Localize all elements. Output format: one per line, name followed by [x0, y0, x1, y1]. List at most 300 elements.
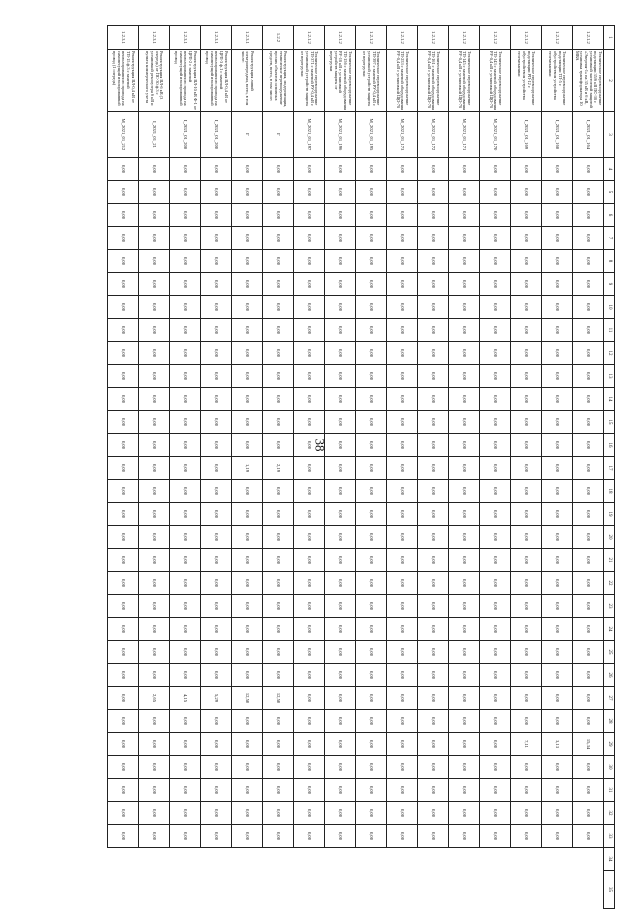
value-cell: 0,00 — [356, 756, 387, 779]
value-cell: 0,00 — [139, 388, 170, 411]
value-cell: 0,00 — [511, 434, 542, 457]
value-cell: 0,00 — [139, 779, 170, 802]
value-cell: 0,00 — [170, 664, 201, 687]
value-cell: 1,19 — [232, 457, 263, 480]
value-cell: 0,00 — [449, 687, 480, 710]
value-cell: 0,00 — [108, 296, 139, 319]
value-cell: 0,00 — [573, 549, 604, 572]
value-cell: 0,00 — [542, 802, 573, 825]
value-cell: 0,00 — [263, 296, 294, 319]
value-cell: 0,00 — [170, 365, 201, 388]
value-cell: 0,00 — [170, 480, 201, 503]
value-cell: 0,00 — [573, 802, 604, 825]
value-cell: 0,00 — [294, 618, 325, 641]
value-cell: 0,00 — [325, 595, 356, 618]
value-cell: 0,00 — [170, 595, 201, 618]
value-cell: 0,00 — [356, 733, 387, 756]
value-cell: 0,00 — [418, 273, 449, 296]
value-cell: 0,00 — [170, 503, 201, 526]
investment-program-table — [107, 25, 615, 909]
value-cell: 0,00 — [511, 227, 542, 250]
value-cell: 0,00 — [449, 296, 480, 319]
value-cell: 0,00 — [232, 365, 263, 388]
value-cell: 0,00 — [108, 733, 139, 756]
value-cell: 0,00 — [387, 503, 418, 526]
value-cell: 0,00 — [480, 802, 511, 825]
column-header-17: 17 — [604, 457, 615, 480]
project-name-cell: Техническое перевооружение ТП-161 с заменой оборудования РУ-0,4 кВ с установкой ЩО-70 — [418, 50, 449, 112]
value-cell: 0,00 — [108, 595, 139, 618]
value-cell: 0,00 — [294, 204, 325, 227]
value-cell: 0,00 — [263, 411, 294, 434]
value-cell: 0,00 — [201, 204, 232, 227]
value-cell: 0,00 — [201, 779, 232, 802]
row-index-cell: 1.2.1.2 — [480, 26, 511, 50]
table-row — [480, 26, 511, 909]
table-row — [170, 26, 201, 909]
value-cell: 0,00 — [232, 641, 263, 664]
value-cell: 0,00 — [263, 733, 294, 756]
value-cell: 0,00 — [294, 342, 325, 365]
project-code-cell: M_2021_01_196 — [325, 112, 356, 158]
value-cell: 0,00 — [480, 158, 511, 181]
value-cell: 0,00 — [170, 250, 201, 273]
column-header-35: 35 — [604, 871, 615, 909]
value-cell: 0,00 — [294, 319, 325, 342]
value-cell: 0,00 — [139, 158, 170, 181]
column-header-24: 24 — [604, 618, 615, 641]
value-cell: 0,00 — [387, 158, 418, 181]
value-cell: 0,00 — [449, 572, 480, 595]
value-cell: 0,00 — [449, 457, 480, 480]
value-cell: 0,00 — [325, 204, 356, 227]
value-cell: 0,00 — [356, 710, 387, 733]
value-cell: 0,00 — [232, 756, 263, 779]
table-row — [263, 26, 294, 909]
value-cell: 0,00 — [294, 756, 325, 779]
column-header-26: 26 — [604, 664, 615, 687]
value-cell: 0,00 — [139, 825, 170, 848]
value-cell: 0,00 — [139, 549, 170, 572]
value-cell: 0,00 — [573, 710, 604, 733]
value-cell: 0,00 — [449, 181, 480, 204]
project-code-cell: M_2021_01_173 — [387, 112, 418, 158]
value-cell: 0,00 — [511, 273, 542, 296]
value-cell: 0,00 — [542, 480, 573, 503]
value-cell: 0,00 — [418, 296, 449, 319]
value-cell: 0,00 — [263, 250, 294, 273]
value-cell: 0,00 — [573, 227, 604, 250]
value-cell: 0,00 — [480, 549, 511, 572]
table-row — [232, 26, 263, 909]
project-code-cell: I_2021_01_21 — [139, 112, 170, 158]
row-index-cell: 1.2.1.2 — [573, 26, 604, 50]
column-header-10: 10 — [604, 296, 615, 319]
column-header-13: 13 — [604, 365, 615, 388]
row-index-cell: 1.2.3.1 — [139, 26, 170, 50]
value-cell: 0,00 — [418, 756, 449, 779]
value-cell: 0,00 — [170, 319, 201, 342]
value-cell: 0,00 — [449, 434, 480, 457]
value-cell: 0,00 — [325, 549, 356, 572]
value-cell: 0,00 — [356, 802, 387, 825]
row-index-cell: 1.2.1.2 — [294, 26, 325, 50]
value-cell: 0,00 — [418, 641, 449, 664]
project-name-cell: Реконструкция линий электропередачи, всего, в том числе: — [232, 50, 263, 112]
value-cell: 0,00 — [418, 572, 449, 595]
value-cell: 0,00 — [108, 434, 139, 457]
value-cell: 0,00 — [170, 572, 201, 595]
value-cell: 0,00 — [480, 204, 511, 227]
value-cell: 0,00 — [480, 273, 511, 296]
column-number-header — [604, 26, 615, 909]
value-cell: 0,00 — [263, 802, 294, 825]
value-cell: 0,00 — [387, 480, 418, 503]
value-cell: 0,00 — [418, 158, 449, 181]
value-cell: 0,00 — [418, 549, 449, 572]
value-cell: 0,00 — [418, 204, 449, 227]
value-cell: 0,00 — [232, 595, 263, 618]
row-index-cell: 1.2.1.2 — [542, 26, 573, 50]
value-cell: 0,00 — [480, 457, 511, 480]
value-cell: 0,00 — [294, 365, 325, 388]
value-cell: 0,00 — [542, 572, 573, 595]
value-cell: 0,00 — [356, 342, 387, 365]
value-cell: 0,00 — [232, 802, 263, 825]
value-cell: 0,00 — [325, 273, 356, 296]
value-cell: 0,00 — [449, 204, 480, 227]
value-cell: 0,00 — [511, 319, 542, 342]
value-cell: 0,00 — [573, 664, 604, 687]
value-cell: 0,00 — [542, 388, 573, 411]
value-cell: 0,00 — [294, 687, 325, 710]
value-cell: 0,00 — [480, 618, 511, 641]
value-cell: 0,00 — [387, 549, 418, 572]
value-cell: 0,00 — [573, 779, 604, 802]
value-cell: 0,00 — [263, 549, 294, 572]
value-cell: 2,19 — [263, 457, 294, 480]
value-cell: 0,00 — [542, 319, 573, 342]
value-cell: 0,00 — [263, 158, 294, 181]
value-cell: 12,50 — [263, 687, 294, 710]
value-cell: 0,00 — [387, 411, 418, 434]
value-cell: 0,00 — [325, 526, 356, 549]
value-cell: 0,00 — [294, 388, 325, 411]
value-cell: 0,00 — [511, 756, 542, 779]
value-cell: 0,00 — [232, 227, 263, 250]
value-cell: 0,00 — [108, 549, 139, 572]
value-cell: 0,00 — [232, 664, 263, 687]
value-cell: 0,00 — [325, 503, 356, 526]
value-cell: 0,00 — [511, 158, 542, 181]
value-cell: 0,00 — [511, 296, 542, 319]
value-cell: 0,00 — [294, 733, 325, 756]
column-header-14: 14 — [604, 388, 615, 411]
value-cell: 0,00 — [201, 365, 232, 388]
column-header-23: 23 — [604, 595, 615, 618]
value-cell: 0,00 — [108, 641, 139, 664]
value-cell: 0,00 — [263, 618, 294, 641]
project-code-cell: Г — [263, 112, 294, 158]
value-cell: 0,00 — [449, 756, 480, 779]
project-name-cell: Реконструкция, модернизация, техническое перевооружение прочих объектов основных средств, всего, в том числе: — [263, 50, 294, 112]
value-cell: 0,00 — [387, 250, 418, 273]
value-cell: 0,00 — [418, 434, 449, 457]
value-cell: 0,00 — [201, 250, 232, 273]
value-cell: 0,00 — [573, 526, 604, 549]
value-cell: 0,00 — [294, 549, 325, 572]
value-cell: 0,00 — [139, 756, 170, 779]
table-row — [418, 26, 449, 909]
value-cell: 0,00 — [170, 411, 201, 434]
value-cell: 0,00 — [232, 342, 263, 365]
value-cell: 0,00 — [449, 319, 480, 342]
column-header-20: 20 — [604, 526, 615, 549]
value-cell: 0,00 — [170, 434, 201, 457]
project-name-cell: Техническое перевооружение подстанции РП-12 с обустройством устройства телемеханики — [511, 50, 542, 112]
value-cell: 0,00 — [480, 181, 511, 204]
value-cell: 0,00 — [387, 756, 418, 779]
project-name-cell: Техническое перевооружение ТП-145 с заменой оборудования РУ-0,4 кВ с установкой ЩО-70 — [449, 50, 480, 112]
project-code-cell: M_2021_01_170 — [480, 112, 511, 158]
value-cell: 0,00 — [387, 664, 418, 687]
value-cell: 0,00 — [325, 388, 356, 411]
value-cell: 0,00 — [542, 158, 573, 181]
value-cell: 0,00 — [325, 434, 356, 457]
value-cell: 0,00 — [294, 595, 325, 618]
value-cell: 0,00 — [356, 319, 387, 342]
value-cell: 0,00 — [108, 572, 139, 595]
value-cell: 0,00 — [263, 641, 294, 664]
value-cell: 0,00 — [201, 756, 232, 779]
value-cell: 0,00 — [356, 204, 387, 227]
value-cell: 0,00 — [170, 158, 201, 181]
value-cell: 0,00 — [139, 733, 170, 756]
value-cell: 0,00 — [201, 388, 232, 411]
value-cell: 0,00 — [449, 503, 480, 526]
value-cell: 0,00 — [325, 250, 356, 273]
value-cell: 0,00 — [201, 549, 232, 572]
value-cell: 0,00 — [139, 181, 170, 204]
value-cell: 0,00 — [480, 825, 511, 848]
value-cell: 0,00 — [170, 388, 201, 411]
value-cell: 0,00 — [139, 641, 170, 664]
value-cell: 0,00 — [356, 158, 387, 181]
value-cell: 0,00 — [325, 618, 356, 641]
value-cell: 0,00 — [232, 388, 263, 411]
value-cell: 0,00 — [139, 365, 170, 388]
value-cell: 0,00 — [294, 526, 325, 549]
value-cell: 0,00 — [170, 710, 201, 733]
value-cell: 0,00 — [356, 480, 387, 503]
value-cell: 0,00 — [356, 595, 387, 618]
value-cell: 0,00 — [263, 572, 294, 595]
value-cell: 0,00 — [325, 158, 356, 181]
value-cell: 0,00 — [263, 503, 294, 526]
table-row — [201, 26, 232, 909]
value-cell: 0,00 — [573, 273, 604, 296]
value-cell: 0,00 — [387, 618, 418, 641]
column-header-3: 3 — [604, 112, 615, 158]
value-cell: 0,00 — [511, 204, 542, 227]
column-header-2: 2 — [604, 50, 615, 112]
value-cell: 0,00 — [201, 319, 232, 342]
value-cell: 0,00 — [325, 710, 356, 733]
value-cell: 0,00 — [201, 595, 232, 618]
column-header-31: 31 — [604, 779, 615, 802]
value-cell: 0,00 — [511, 549, 542, 572]
project-code-cell: I_2021_01_208 — [170, 112, 201, 158]
value-cell: 0,00 — [573, 434, 604, 457]
value-cell: 0,00 — [387, 319, 418, 342]
value-cell: 0,00 — [325, 411, 356, 434]
value-cell: 0,00 — [170, 457, 201, 480]
value-cell: 0,00 — [480, 227, 511, 250]
value-cell: 0,00 — [108, 388, 139, 411]
value-cell: 0,00 — [449, 411, 480, 434]
value-cell: 0,00 — [449, 388, 480, 411]
value-cell: 0,00 — [294, 779, 325, 802]
value-cell: 0,00 — [511, 365, 542, 388]
value-cell: 0,00 — [542, 342, 573, 365]
value-cell: 0,00 — [542, 365, 573, 388]
column-header-33: 33 — [604, 825, 615, 848]
project-code-cell: M_2021_01_195 — [356, 112, 387, 158]
value-cell: 0,00 — [325, 480, 356, 503]
value-cell: 0,00 — [511, 641, 542, 664]
rotated-table-container — [55, 25, 615, 890]
value-cell: 0,00 — [480, 595, 511, 618]
value-cell: 0,00 — [480, 779, 511, 802]
value-cell: 0,00 — [294, 641, 325, 664]
value-cell: 0,00 — [480, 365, 511, 388]
value-cell: 0,00 — [480, 572, 511, 595]
value-cell: 0,00 — [542, 549, 573, 572]
value-cell: 0,00 — [511, 480, 542, 503]
value-cell: 0,00 — [139, 434, 170, 457]
value-cell: 0,00 — [263, 273, 294, 296]
value-cell: 0,00 — [325, 802, 356, 825]
value-cell: 0,00 — [263, 756, 294, 779]
value-cell: 3,13 — [542, 733, 573, 756]
value-cell: 0,00 — [511, 618, 542, 641]
value-cell: 0,00 — [418, 733, 449, 756]
value-cell: 0,00 — [294, 411, 325, 434]
value-cell: 0,00 — [480, 296, 511, 319]
value-cell: 0,00 — [480, 687, 511, 710]
value-cell: 0,00 — [201, 526, 232, 549]
column-header-6: 6 — [604, 204, 615, 227]
value-cell: 0,00 — [263, 480, 294, 503]
value-cell: 0,00 — [387, 204, 418, 227]
value-cell: 0,00 — [573, 618, 604, 641]
value-cell: 0,00 — [232, 158, 263, 181]
value-cell: 0,00 — [108, 457, 139, 480]
project-name-cell: Техническое перевооружение подстанции 35/6 кВ ПС-30 с установкой частотной защитой «Энергия-1» на 35 кВ и 6 кВ, установка трансформатора 10 МВА — [573, 50, 604, 112]
value-cell: 0,00 — [418, 802, 449, 825]
value-cell: 0,00 — [387, 181, 418, 204]
value-cell: 0,00 — [139, 204, 170, 227]
value-cell: 0,00 — [480, 434, 511, 457]
project-name-cell: Техническое перевооружение ТП-143 с заменой оборудования РУ-0,4 кВ с установкой ЩО-70 — [480, 50, 511, 112]
row-index-cell: 1.2.3.1 — [232, 26, 263, 50]
value-cell: 0,00 — [449, 802, 480, 825]
value-cell: 0,00 — [356, 825, 387, 848]
value-cell: 0,00 — [108, 802, 139, 825]
value-cell: 0,00 — [232, 296, 263, 319]
value-cell: 0,00 — [263, 342, 294, 365]
table-row — [387, 26, 418, 909]
value-cell: 0,00 — [325, 319, 356, 342]
value-cell: 0,00 — [325, 687, 356, 710]
value-cell: 0,00 — [232, 710, 263, 733]
value-cell: 0,00 — [511, 802, 542, 825]
value-cell: 0,00 — [418, 342, 449, 365]
value-cell: 0,00 — [418, 710, 449, 733]
column-header-7: 7 — [604, 227, 615, 250]
value-cell: 0,00 — [232, 526, 263, 549]
value-cell: 0,00 — [573, 641, 604, 664]
column-header-19: 19 — [604, 503, 615, 526]
value-cell: 0,00 — [542, 503, 573, 526]
value-cell: 0,00 — [511, 388, 542, 411]
column-header-15: 15 — [604, 411, 615, 434]
value-cell: 0,00 — [356, 411, 387, 434]
value-cell: 0,00 — [294, 710, 325, 733]
project-code-cell: I_2021_01_164 — [573, 112, 604, 158]
value-cell: 0,00 — [356, 296, 387, 319]
value-cell: 0,00 — [511, 457, 542, 480]
value-cell: 0,00 — [325, 342, 356, 365]
value-cell: 0,00 — [480, 733, 511, 756]
project-code-cell: M_2021_01_212 — [108, 112, 139, 158]
value-cell: 0,00 — [573, 687, 604, 710]
value-cell: 0,00 — [387, 595, 418, 618]
value-cell: 0,00 — [263, 227, 294, 250]
project-code-cell: I_2021_01_169 — [511, 112, 542, 158]
value-cell: 0,00 — [480, 388, 511, 411]
value-cell: 0,00 — [418, 227, 449, 250]
project-code-cell: I_2021_01_168 — [542, 112, 573, 158]
value-cell: 0,00 — [139, 250, 170, 273]
table-row — [542, 26, 573, 909]
value-cell: 0,00 — [511, 595, 542, 618]
value-cell: 0,00 — [542, 825, 573, 848]
value-cell: 0,00 — [387, 296, 418, 319]
project-name-cell: Реконструкция ВЛ-10 кВ Ф-1 от ЦРП-2 с заменой неизолированного провода на самонесущий изолированный провод — [170, 50, 201, 112]
value-cell: 0,00 — [201, 273, 232, 296]
column-header-11: 11 — [604, 319, 615, 342]
value-cell: 0,00 — [139, 480, 170, 503]
value-cell: 0,00 — [480, 641, 511, 664]
value-cell: 0,00 — [573, 480, 604, 503]
value-cell: 0,00 — [542, 411, 573, 434]
value-cell: 0,00 — [542, 296, 573, 319]
value-cell: 0,00 — [573, 250, 604, 273]
value-cell: 0,00 — [170, 756, 201, 779]
value-cell: 0,00 — [511, 526, 542, 549]
value-cell: 0,00 — [263, 664, 294, 687]
value-cell: 0,00 — [542, 664, 573, 687]
value-cell: 0,00 — [139, 664, 170, 687]
value-cell: 0,00 — [170, 526, 201, 549]
value-cell: 0,00 — [542, 227, 573, 250]
value-cell: 0,00 — [139, 503, 170, 526]
value-cell: 0,00 — [294, 273, 325, 296]
value-cell: 0,00 — [480, 756, 511, 779]
project-code-cell: M_2021_01_171 — [449, 112, 480, 158]
value-cell: 0,00 — [511, 664, 542, 687]
